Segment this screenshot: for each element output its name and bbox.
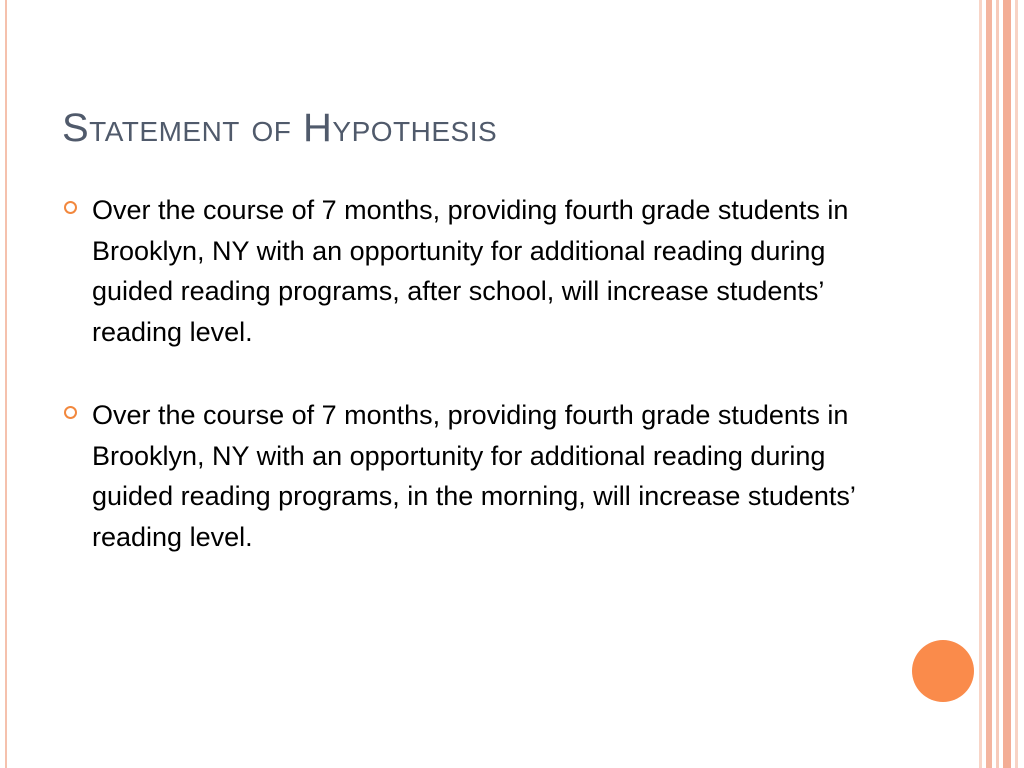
right-frame-stripe [1003, 0, 1011, 768]
bullet-text: Over the course of 7 months, providing fourth grade students in Brooklyn, NY with an opportunity for additional reading during guided reading programs, after school, will increase students’ reading level. [92, 195, 849, 347]
bullet-circle-icon [64, 201, 77, 214]
right-frame-stripe [979, 0, 982, 768]
right-frame-stripe [996, 0, 999, 768]
bullet-list [62, 190, 892, 600]
bullet-text: Over the course of 7 months, providing fourth grade students in Brooklyn, NY with an opportunity for additional reading during guided reading programs, in the morning, will increase students’ reading level. [92, 400, 855, 552]
bullet-circle-icon [64, 406, 77, 419]
bullet-item [62, 395, 892, 557]
bullet-item [62, 190, 892, 352]
slide-title: Statement of Hypothesis [62, 106, 498, 150]
right-frame-stripe [1015, 0, 1018, 768]
left-frame-line [5, 0, 7, 768]
right-frame-stripe [986, 0, 992, 768]
accent-circle [912, 640, 974, 702]
